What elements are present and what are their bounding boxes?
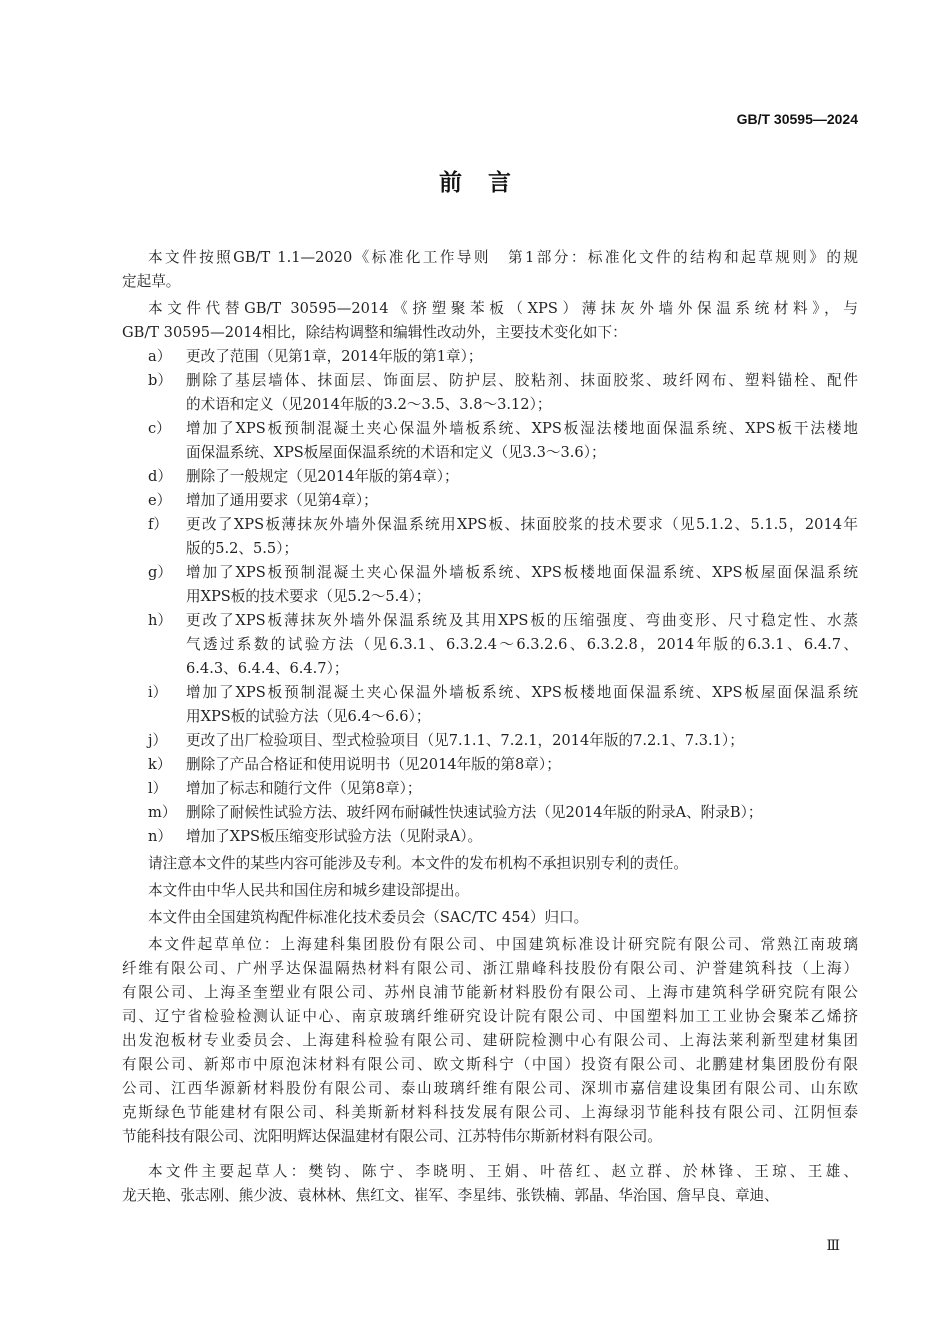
list-label: i） (148, 684, 168, 701)
list-label: m） (148, 804, 177, 821)
text-line: 增加了XPS板压缩变形试验方法（见附录A）。 (186, 828, 483, 845)
text-line: 请注意本文件的某些内容可能涉及专利。本文件的发布机构不承担识别专利的责任。 (148, 855, 688, 872)
text-line: 有限公司、上海圣奎塑业有限公司、苏州良浦节能新材料股份有限公司、上海市建筑科学研究院有限公 (122, 984, 858, 1001)
paragraph (122, 879, 858, 903)
change-list-item (122, 561, 858, 609)
paragraph (122, 906, 858, 930)
list-label: e） (148, 492, 172, 509)
change-list-item (122, 489, 858, 513)
list-item-text (186, 417, 858, 465)
change-list-item (122, 417, 858, 465)
standard-code: GB/T 30595—2024 (736, 111, 858, 127)
text-line: 出发泡板材专业委员会、上海建科检验有限公司、建研院检测中心有限公司、上海法莱利新型建材集团 (122, 1032, 858, 1049)
text-line: 本文件由中华人民共和国住房和城乡建设部提出。 (148, 882, 470, 899)
text-line: 有限公司、新郑市中原泡沫材料有限公司、欧文斯科宁（中国）投资有限公司、北鹏建材集团股份有限 (122, 1056, 858, 1073)
list-label: k） (148, 756, 172, 773)
list-item-text (186, 753, 858, 777)
paragraph (122, 246, 858, 294)
list-label: n） (148, 828, 172, 845)
list-item-text (186, 681, 858, 729)
paragraph (122, 933, 858, 1149)
text-line: 气透过系数的试验方法（见6.3.1、6.3.2.4～6.3.2.6、6.3.2.8，2014年版的6.3.1、6.4.7、 (186, 636, 858, 653)
list-item-text (186, 345, 858, 369)
page-number: Ⅲ (826, 1238, 840, 1254)
paragraph (122, 852, 858, 876)
text-line: 用XPS板的试验方法（见6.4～6.6）； (186, 708, 431, 725)
text-line: 增加了通用要求（见第4章）； (186, 492, 378, 509)
text-line: 删除了耐候性试验方法、玻纤网布耐碱性快速试验方法（见2014年版的附录A、附录B）； (186, 804, 763, 821)
change-list-item (122, 681, 858, 729)
list-label: d） (148, 468, 172, 485)
text-line: 龙天艳、张志刚、熊少波、袁林林、焦红文、崔军、李星纬、张铁楠、郭晶、华治国、詹早良、章迪、 (122, 1187, 779, 1204)
list-item-text (186, 561, 858, 609)
change-list-item (122, 609, 858, 681)
text-line: 纤维有限公司、广州孚达保温隔热材料有限公司、浙江鼎峰科技股份有限公司、沪誉建筑科技（上海） (122, 960, 858, 977)
change-list-item (122, 801, 858, 825)
text-line: 更改了范围（见第1章，2014年版的第1章）； (186, 348, 483, 365)
text-line: 更改了XPS板薄抹灰外墙外保温系统用XPS板、抹面胶浆的技术要求（见5.1.2、5.1.5，2014年 (186, 516, 858, 533)
text-line: 删除了基层墙体、抹面层、饰面层、防护层、胶粘剂、抹面胶浆、玻纤网布、塑料锚栓、配件 (186, 372, 858, 389)
text-line: 定起草。 (122, 273, 181, 290)
list-item-text (186, 801, 858, 825)
paragraph (122, 1160, 858, 1208)
text-line: 删除了一般规定（见2014年版的第4章）； (186, 468, 459, 485)
text-line: 克斯绿色节能建材有限公司、科美斯新材料科技发展有限公司、上海绿羽节能科技有限公司、江阴恒泰 (122, 1104, 858, 1121)
list-label: h） (148, 612, 172, 629)
text-line: 本文件代替GB/T 30595—2014《挤塑聚苯板（XPS）薄抹灰外墙外保温系统材料》，与 (148, 300, 858, 317)
change-list-item (122, 825, 858, 849)
text-line: 增加了标志和随行文件（见第8章）； (186, 780, 422, 797)
text-line: 删除了产品合格证和使用说明书（见2014年版的第8章）； (186, 756, 561, 773)
text-line: 本文件主要起草人：樊钧、陈宁、李晓明、王娟、叶蓓红、赵立群、於林锋、王琼、王雄、 (148, 1163, 858, 1180)
text-line: 本文件起草单位：上海建科集团股份有限公司、中国建筑标准设计研究院有限公司、常熟江南玻璃 (148, 936, 858, 953)
change-list-item (122, 369, 858, 417)
text-line: 本文件按照GB/T 1.1—2020《标准化工作导则 第1部分：标准化文件的结构和起草规则》的规 (148, 249, 858, 266)
list-label: f） (148, 516, 168, 533)
change-list-item (122, 465, 858, 489)
list-item-text (186, 729, 858, 753)
list-item-text (186, 369, 858, 417)
page-title: 前言 (439, 169, 537, 196)
text-line: 司、辽宁省检验检测认证中心、南京玻璃纤维研究设计院有限公司、中国塑料加工工业协会聚苯乙烯挤 (122, 1008, 858, 1025)
text-line: 6.4.3、6.4.4、6.4.7）； (186, 660, 349, 677)
text-line: 更改了出厂检验项目、型式检验项目（见7.1.1、7.2.1，2014年版的7.2.1、7.3.1）； (186, 732, 744, 749)
list-item-text (186, 465, 858, 489)
list-label: b） (148, 372, 172, 389)
list-item-text (186, 825, 858, 849)
text-line: 的术语和定义（见2014年版的3.2～3.5、3.8～3.12）； (186, 396, 552, 413)
list-label: c） (148, 420, 171, 437)
text-line: GB/T 30595—2014相比，除结构调整和编辑性改动外，主要技术变化如下： (122, 324, 627, 341)
list-item-text (186, 609, 858, 681)
text-line: 增加了XPS板预制混凝土夹心保温外墙板系统、XPS板湿法楼地面保温系统、XPS板干法楼地 (186, 420, 858, 437)
list-item-text (186, 777, 858, 801)
list-item-text (186, 513, 858, 561)
change-list-item (122, 753, 858, 777)
list-label: a） (148, 348, 172, 365)
text-line: 节能科技有限公司、沈阳明辉达保温建材有限公司、江苏特伟尔斯新材料有限公司。 (122, 1128, 662, 1145)
list-label: l） (148, 780, 168, 797)
text-line: 本文件由全国建筑构配件标准化技术委员会（SAC/TC 454）归口。 (148, 909, 589, 926)
text-line: 增加了XPS板预制混凝土夹心保温外墙板系统、XPS板楼地面保温系统、XPS板屋面保温系统 (186, 684, 858, 701)
change-list-item (122, 513, 858, 561)
change-list-item (122, 729, 858, 753)
change-list-item (122, 345, 858, 369)
list-label: g） (148, 564, 172, 581)
list-label: j） (148, 732, 168, 749)
change-list-item (122, 777, 858, 801)
text-line: 用XPS板的技术要求（见5.2～5.4）； (186, 588, 431, 605)
text-line: 版的5.2、5.5）； (186, 540, 299, 557)
text-line: 面保温系统、XPS板屋面保温系统的术语和定义（见3.3～3.6）； (186, 444, 606, 461)
text-line: 公司、江西华源新材料股份有限公司、泰山玻璃纤维有限公司、深圳市嘉信建设集团有限公司、山东欧 (122, 1080, 858, 1097)
text-line: 更改了XPS板薄抹灰外墙外保温系统及其用XPS板的压缩强度、弯曲变形、尺寸稳定性、水蒸 (186, 612, 858, 629)
paragraph (122, 297, 858, 345)
document-body (122, 243, 858, 1208)
list-item-text (186, 489, 858, 513)
text-line: 增加了XPS板预制混凝土夹心保温外墙板系统、XPS板楼地面保温系统、XPS板屋面保温系统 (186, 564, 858, 581)
